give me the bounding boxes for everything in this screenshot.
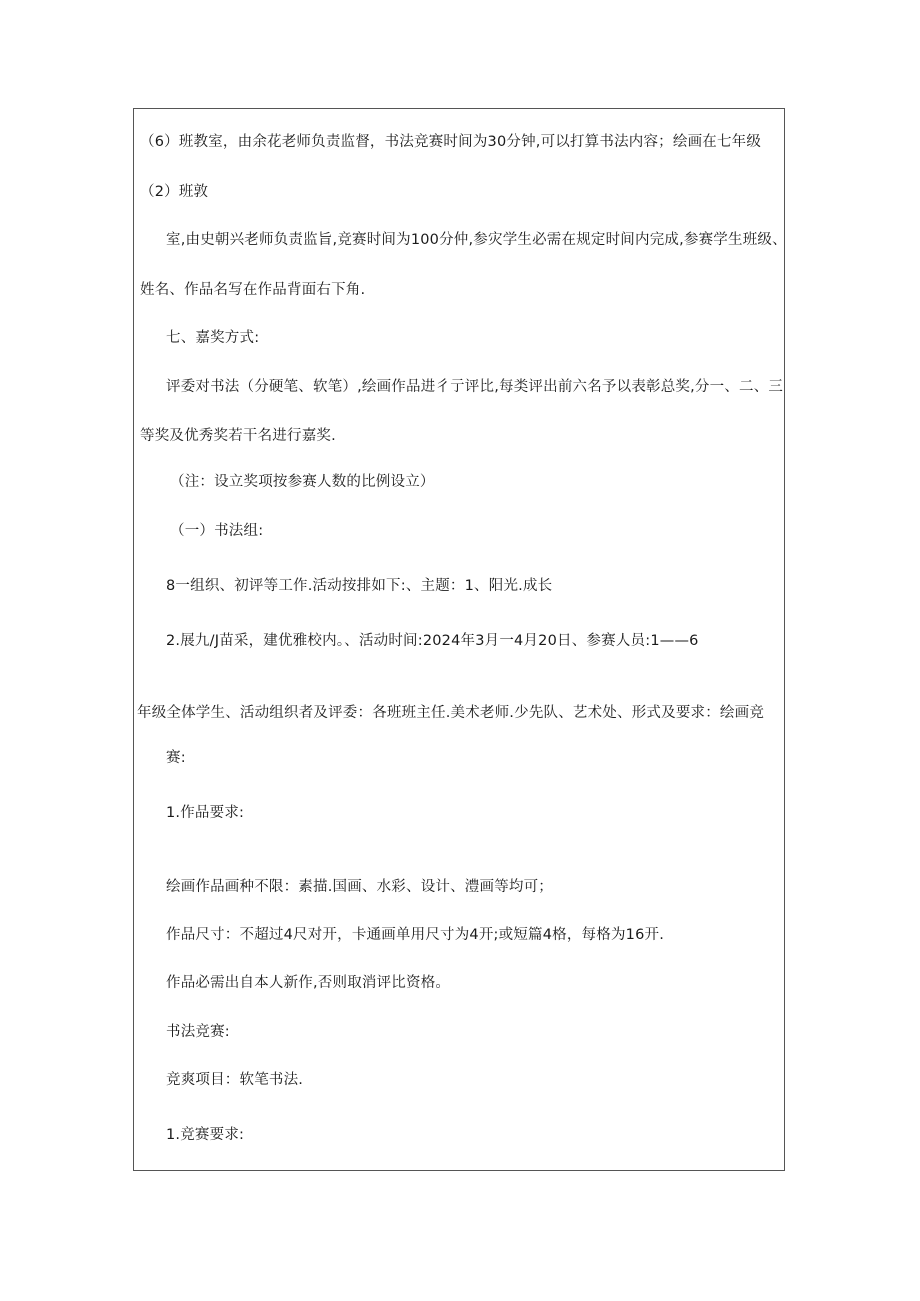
text-line: 作品必需出自本人新作,否则取消评比资格。 (166, 975, 451, 991)
item-heading: 书法竞赛: (166, 1024, 230, 1040)
item-heading: 1.竞赛要求: (166, 1127, 245, 1143)
text-line: 作品尺寸：不超过4尺对开，卡通画单用尺寸为4开;或短篇4格，每格为16开. (166, 927, 665, 943)
text-line: 2.展九/J苗采，建优雅校内。、活动时间:2024年3月一4月20日、参赛人员:1——6 (166, 633, 699, 649)
subsection-heading: （一）书法组: (170, 523, 264, 539)
text-line: 竞爽项目：软笔书法. (166, 1072, 304, 1088)
text-line: 绘画作品画种不限：素描.国画、水彩、设计、澧画等均可； (166, 879, 554, 895)
section-heading: 七、嘉奖方式: (166, 330, 260, 346)
text-line: 赛: (166, 750, 186, 766)
text-line: 年级全体学生、活动组织者及评委：各班班主任.美术老师.少先队、艺术处、形式及要求：绘画竞 (137, 705, 765, 721)
text-line: 8一组织、初评等工作.活动按排如下:、主题：1、阳光.成长 (166, 578, 553, 594)
text-line: （6）班教室，由余花老师负责监督，书法竞赛时间为30分钟,可以打算书法内容；绘画在七年级 (140, 134, 762, 150)
note-line: （注：设立奖项按参赛人数的比例设立） (170, 474, 435, 490)
text-line: 姓名、作品名写在作品背面右下角. (140, 282, 366, 298)
text-line: 等奖及优秀奖若干名进行嘉奖. (140, 428, 336, 444)
text-line: 评委对书法（分硬笔、软笔）,绘画作品进彳亍评比,每类评出前六名予以表彰总奖,分一、二、三 (166, 379, 784, 395)
item-heading: 1.作品要求: (166, 805, 245, 821)
text-line: 室,由史朝兴老师负责监旨,竞赛时间为100分仲,参灾学生必需在规定时间内完成,参赛学生班级、 (166, 232, 787, 248)
text-line: （2）班敦 (140, 184, 209, 200)
